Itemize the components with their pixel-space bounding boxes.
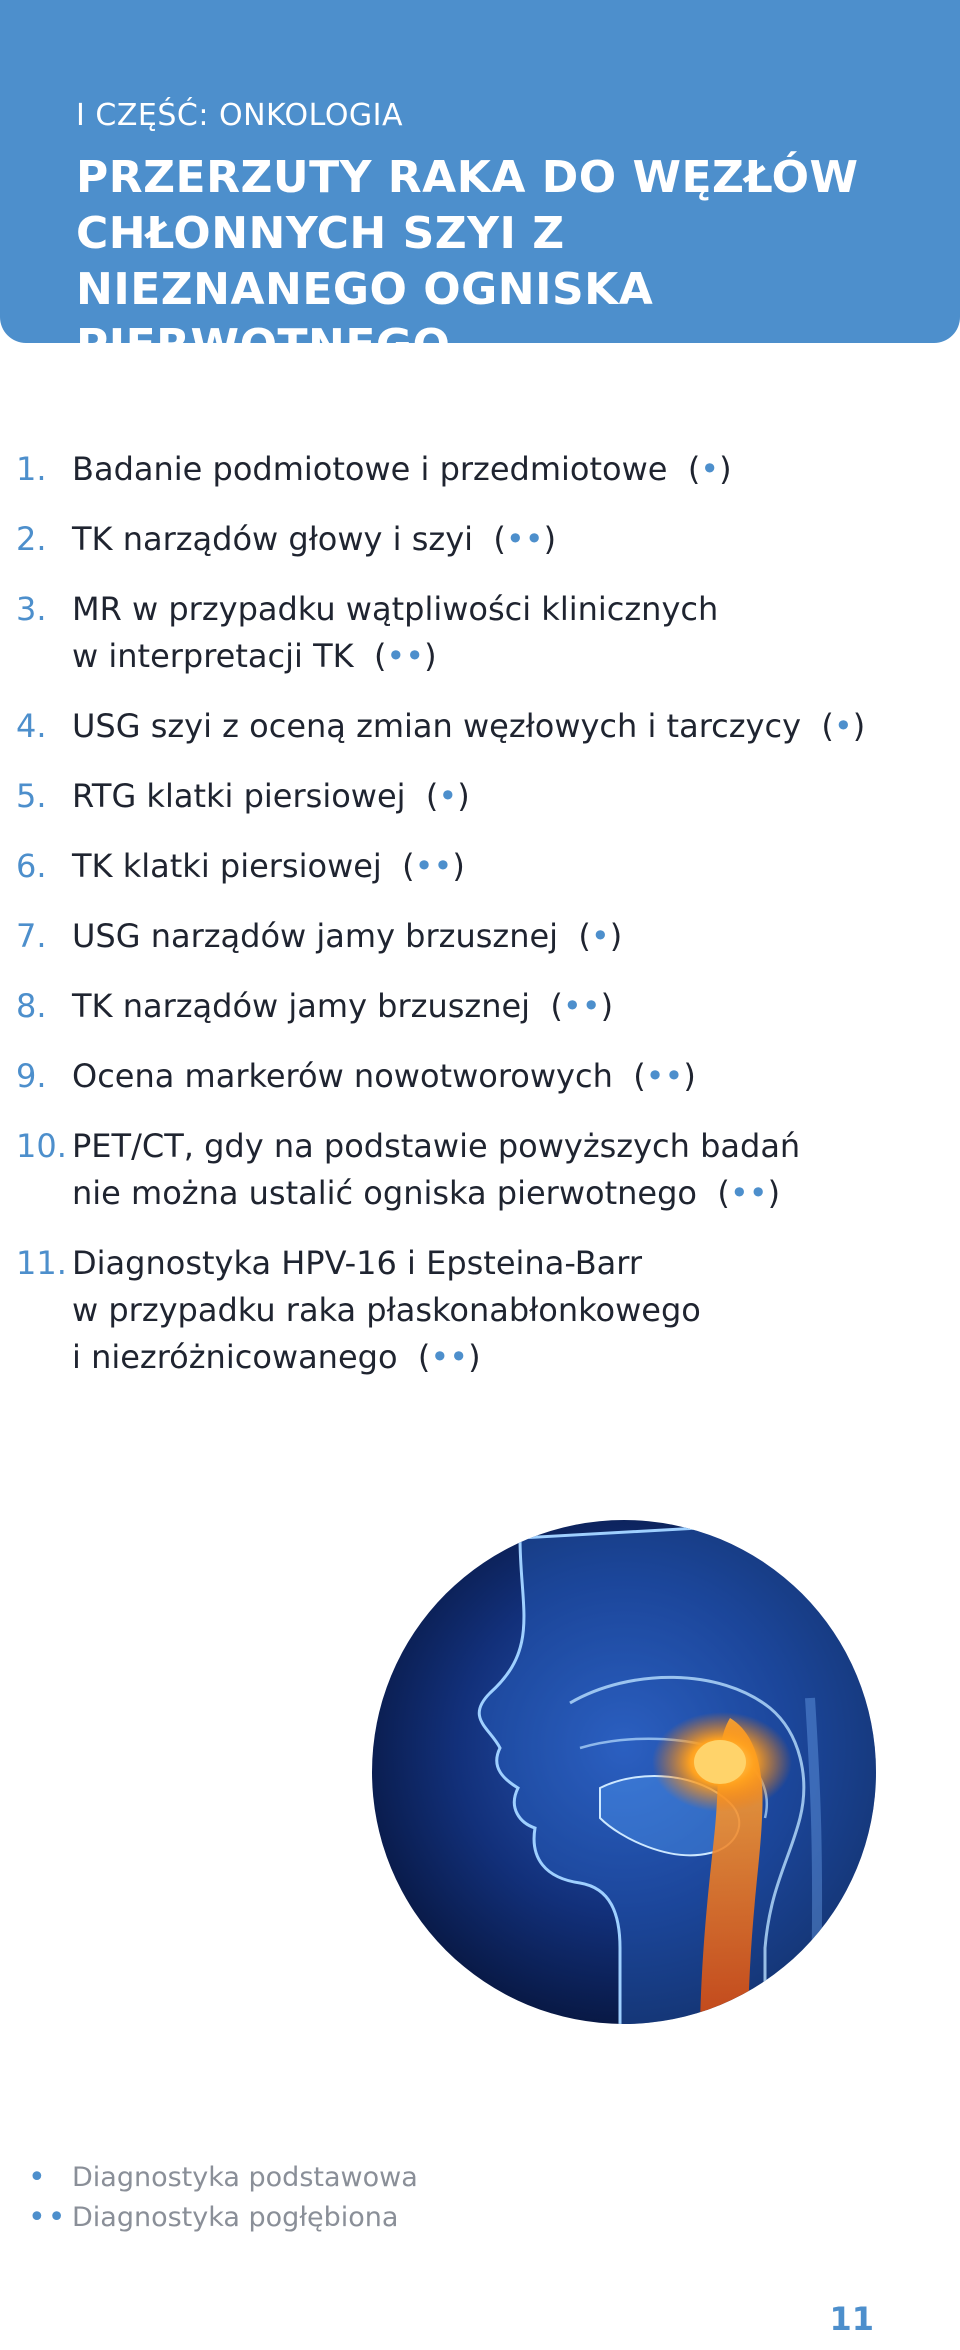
diagnostic-level-mark: (•) [821, 707, 866, 745]
single-dot-icon: • [28, 2160, 48, 2195]
item-text-line: nie można ustalić ogniska pierwotnego [72, 1174, 697, 1212]
item-text-line: i niezróżnicowanego [72, 1338, 398, 1376]
page-title: PRZERZUTY RAKA DO WĘZŁÓW CHŁONNYCH SZYI Z NIEZNANEGO OGNISKA PIERWOTNEGO [76, 152, 859, 371]
item-number: 11. [16, 1244, 67, 1282]
list-item [0, 983, 960, 1030]
diagnostic-level-mark: (••) [633, 1057, 696, 1095]
diagnostic-level-mark: (••) [493, 520, 557, 558]
item-number: 2. [16, 520, 47, 558]
diagnostic-level-mark: (•) [425, 777, 470, 815]
page-number: 11 [829, 2300, 874, 2338]
item-text-line: TK klatki piersiowej [72, 847, 382, 885]
list-item [0, 703, 960, 750]
item-text-line: w przypadku raka płaskonabłonkowego [72, 1291, 701, 1329]
legend-label-extended: Diagnostyka pogłębiona [72, 2202, 399, 2233]
section-label: I CZĘŚĆ: ONKOLOGIA [76, 98, 404, 133]
diagnostic-level-mark: (••) [717, 1174, 781, 1212]
head-neck-illustration [370, 1518, 878, 2026]
legend-label-basic: Diagnostyka podstawowa [72, 2162, 418, 2193]
diagnostic-level-mark: (••) [417, 1338, 481, 1376]
item-number: 10. [16, 1127, 67, 1165]
item-text-line: w interpretacji TK [72, 637, 354, 675]
list-item [0, 773, 960, 820]
item-number: 1. [16, 450, 47, 488]
item-text-line: Diagnostyka HPV-16 i Epsteina-Barr [72, 1244, 643, 1282]
item-text-line: TK narządów głowy i szyi [72, 520, 474, 558]
item-text-line: Ocena markerów nowotworowych [72, 1057, 613, 1095]
diagnostic-level-mark: (••) [373, 637, 437, 675]
diagnostic-level-mark: (•) [687, 450, 732, 488]
list-item [0, 913, 960, 960]
item-text-line: MR w przypadku wątpliwości klinicznych [72, 590, 719, 628]
item-number: 7. [16, 917, 47, 955]
item-text-line: RTG klatki piersiowej [72, 777, 406, 815]
item-number: 3. [16, 590, 47, 628]
double-dot-icon: •• [28, 2200, 68, 2235]
diagnostic-level-mark: (••) [550, 987, 614, 1025]
item-text-line: PET/CT, gdy na podstawie powyższych badań [72, 1127, 801, 1165]
item-number: 5. [16, 777, 47, 815]
item-text-line: USG narządów jamy brzusznej [72, 917, 559, 955]
item-text-line: Badanie podmiotowe i przedmiotowe [72, 450, 668, 488]
list-item [0, 1053, 960, 1100]
item-text-line: USG szyi z oceną zmian węzłowych i tarczycy [72, 707, 801, 745]
item-text-line: TK narządów jamy brzusznej [72, 987, 531, 1025]
diagnostics-list [0, 446, 960, 1404]
diagnostic-level-mark: (•) [578, 917, 623, 955]
item-number: 6. [16, 847, 47, 885]
list-item [0, 446, 960, 493]
list-item [0, 1123, 960, 1217]
list-item [0, 843, 960, 890]
header-banner [0, 0, 960, 371]
list-item [0, 516, 960, 563]
item-number: 4. [16, 707, 47, 745]
list-item [0, 1240, 960, 1381]
diagnostic-level-mark: (••) [402, 847, 465, 885]
list-item [0, 586, 960, 680]
item-number: 9. [16, 1057, 47, 1095]
item-number: 8. [16, 987, 47, 1025]
